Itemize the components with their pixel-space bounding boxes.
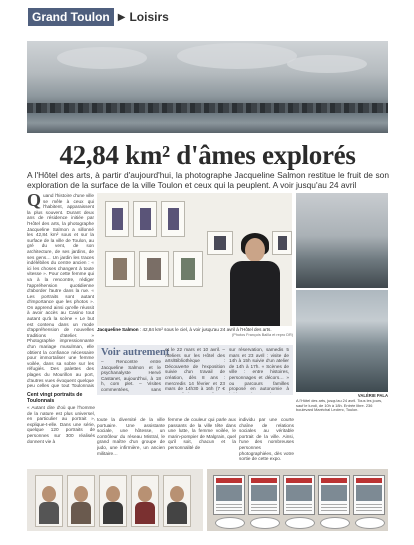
info-box xyxy=(97,345,293,395)
city-view-photo-1 xyxy=(296,193,388,288)
info-box-col-3: sur réservation, samedis 5 mars et 23 avril : visite de 14h à 15h suivie d'un atelier de 14h à 17h. « Scènes de ville : entre histoires, personnages et décors… » ou parcours familles proposé en autonomie à xyxy=(229,347,289,392)
caption-text: : 42,84 km² sous le ciel, à voir jusqu'au 24 avril à l'Hôtel des arts. xyxy=(138,327,272,332)
subheading: Cent vingt portraits de Toulonnais xyxy=(27,392,83,404)
article-title: 42,84 km² d'âmes explorés xyxy=(59,140,356,170)
artist-exhibition-photo xyxy=(97,193,292,326)
section-label: Grand Toulon xyxy=(28,8,114,26)
photo-credit: (Photos François Bailla et repro DR) xyxy=(232,333,293,337)
city-view-photo-2 xyxy=(296,290,388,392)
press-wall-photo xyxy=(207,469,388,531)
exhibition-info: A l'Hôtel des arts, jusqu'au 24 avril. Tous les jours, sauf le lundi, de 10h à 18h. Entrée libre. 236 boulevard Maréchal Leclerc, Toulon. xyxy=(296,398,383,413)
info-box-col-2: et le 22 mars et 10 avril. – Ateliers sur les Hôtel des arts/Bibliothèque : Découverte de l'exposition suivie d'un travail de création, dès 8 ans : mercredis 14 février et 23 mars de 14h30 à 16h (7 € xyxy=(165,347,225,392)
info-box-title: Voir autrement xyxy=(101,347,170,358)
article-column-3: femme de couleur qui parle aux passants de la ville tête dans une lutte, la femme voilée, le marin-pompier de Malgrain, quel qu'il soit, chacun et la personnalité de xyxy=(168,417,236,450)
article-column-4: individu par une courte chaîne de relations sociales au véritable portrait de la ville. Ainsi, l'une des nombreuses personnes photographiées, dès votre sortie de cette expo. xyxy=(239,417,294,462)
chevron-right-icon: ▶ xyxy=(117,11,126,23)
article-column-2: toute la diversité de la ville portuaire. Une assistante sociale, une hôtesse, un contrôleur du réseau Mistral, le grand maître d'un groupe de judo, une infirmière, un ancien militaire… xyxy=(97,417,165,456)
caption-name: Jacqueline Salmon xyxy=(97,327,139,332)
dropcap: Q xyxy=(27,193,42,210)
section-header xyxy=(28,8,169,26)
author-credit: VALÉRIE PALA xyxy=(357,393,388,398)
article-column-1b: « Autant dire d'où que l'homme de la nature est plus universel, en particulier au portrait », explique-t-elle. Dans une série, quelque 120 portraits de personnes sur 300 réalisés donnent vie à xyxy=(27,405,95,444)
portrait-gallery-photo xyxy=(27,469,203,531)
subsection-label: Loisirs xyxy=(129,10,169,24)
harbour-panorama-photo xyxy=(27,41,388,133)
info-box-col-1: – Rencontre entre Jacqueline Salmon et le psychanalyste Hervé Castanet, aujourd'hui, à 18 h, com plet. – Visites commentées, sans xyxy=(101,359,161,392)
article-column-1 xyxy=(27,193,94,389)
column-1-text: uand l'histoire d'une ville se mêle à ceux qui l'habitent, apparaissent la plus souvent. Durant deux ans de résidence initiée par l'Hôtel des arts, la photographe Jacqueline Salmon a sillonné les 42,84 km² sous et sur la surface de la ville de Toulon, au gré du vent, de son architecture, de ses jardins, de ses gens… Un jardin les traces indélébiles du centre ancien : « ici les choses changent à toute vitesse ». Pour cette femme qui va à la rencontre, rédiger l'appréhension quotidienne d'aborder l'autre dans la rue. « Les portraits sont autant d'importance que les photos ». On apprend ainsi qu'elle réussit à avoir accès au Casino tout autant qu'à la scène « Le but est contenu dans un mode d'appréhension de nouvelles traditions d'atelier. » Photographie impressionnante d'un mariage musulman, elle obtient la confiance nécessaire pour immortaliser une femme voilée, dans sa sobre sur les réfugiés. Des palettes des plages du Mourillon au port, d'autres vues évoquent quelque peu celles que tout Toulonnais xyxy=(27,193,94,389)
article-lead: A l'Hôtel des arts, à partir d'aujourd'hui, la photographe Jacqueline Salmon restitue le fruit de son exploration de la surface de la ville Toulon et ceux qui la peuplent. A voir jusqu'au 24 avril xyxy=(27,170,389,190)
